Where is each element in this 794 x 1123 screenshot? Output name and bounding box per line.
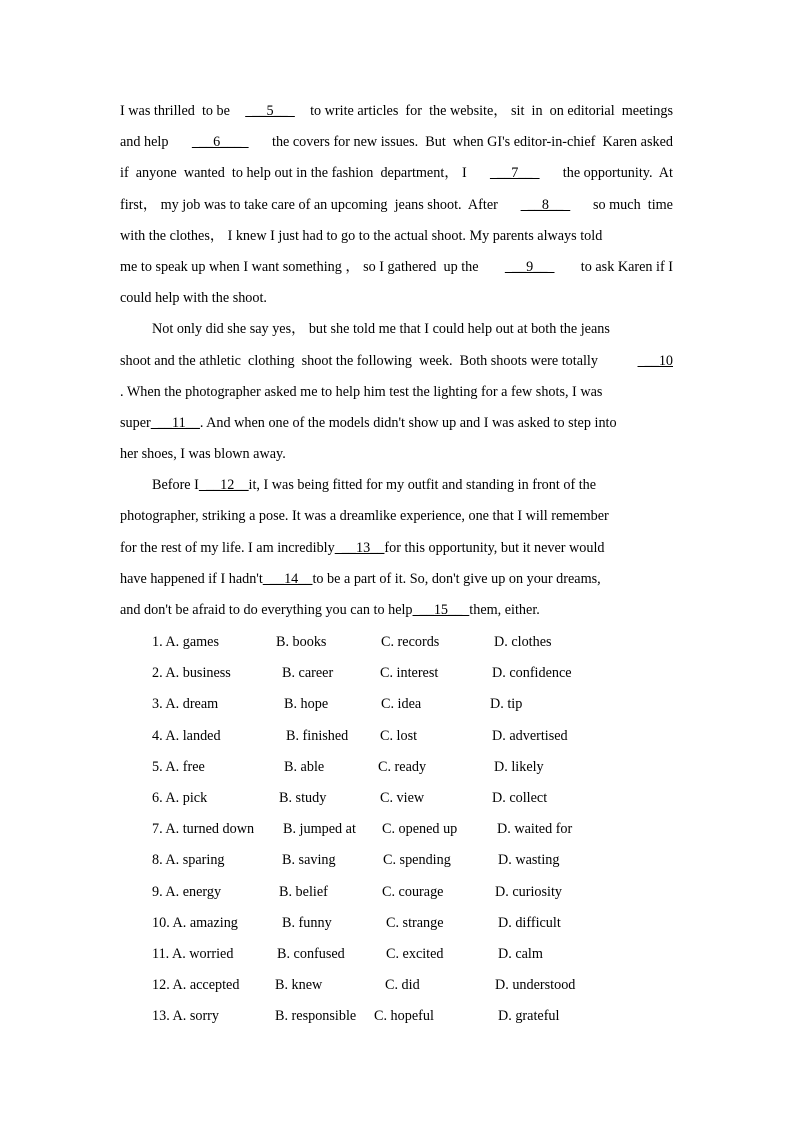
blank-5: __5__ [245,103,295,119]
option-b: B. knew [275,977,323,994]
text-segment: Before I [152,477,199,494]
option-c: C. strange [386,914,444,931]
passage-line [120,190,673,221]
passage-line [120,408,673,439]
blank-9: __9__ [504,258,555,275]
option-c: C. hopeful [374,1008,434,1025]
option-a: 2. A. business [152,665,231,682]
option-d: D. curiosity [495,883,562,900]
text-segment: the covers for new issues. But when GI's editor-in-chief Karen asked [272,134,673,151]
text-segment: and help [120,134,169,151]
blank-7: __7__ [489,165,540,182]
passage-line [120,283,673,314]
option-a: 6. A. pick [152,789,208,806]
option-row [152,1001,672,1032]
option-c: C. view [380,789,425,806]
blank-13: __13__ [334,539,385,556]
option-c: C. interest [380,665,439,682]
option-b: B. saving [282,852,336,869]
option-a: 10. A. amazing [152,914,238,931]
text-segment: to be a part of it. So, don't give up on your dreams, [312,570,601,587]
option-a: 1. A. games [152,634,219,650]
blank-14: __14__ [262,570,313,587]
option-d: D. tip [490,696,523,713]
text-segment: for the rest of my life. I am incredibly [120,539,335,556]
option-c: C. idea [381,696,422,713]
option-c: C. lost [380,727,418,744]
passage-line [120,533,673,564]
passage-line [120,377,673,408]
option-row [152,814,672,845]
option-a: 8. A. sparing [152,852,225,869]
option-row [152,908,672,939]
text-segment: it, I was being fitted for my outfit and standing in front of the [248,477,597,494]
text-segment: . When the photographer asked me to help him test the lighting for a few shots, I was [120,383,603,400]
option-a: 4. A. landed [152,727,221,744]
option-b: B. hope [284,696,329,713]
passage-line [120,501,673,532]
blank-15: __15__ [412,602,470,618]
option-row [152,877,672,908]
text-segment: them, either. [469,602,540,618]
passage-line [120,564,673,595]
text-segment: photographer, striking a pose. It was a dreamlike experience, one that I will remember [120,508,609,525]
option-b: B. funny [282,914,332,931]
option-a: 12. A. accepted [152,977,240,994]
text-segment: for this opportunity, but it never would [384,539,605,556]
option-d: D. confidence [492,665,572,682]
text-segment: so much time [592,196,673,213]
text-segment: the opportunity. At [562,165,673,182]
option-d: D. understood [495,977,576,994]
blank-12: __12__ [198,477,249,494]
option-a: 5. A. free [152,758,205,775]
text-segment: if anyone wanted to help out in the fashion department， I [120,165,467,182]
option-c: C. courage [382,883,444,900]
option-row [152,689,672,720]
text-segment: her shoes, I was blown away. [120,446,286,463]
option-b: B. responsible [275,1008,357,1025]
option-d: D. clothes [494,634,552,650]
option-d: D. waited for [497,821,573,838]
passage-line [120,439,673,470]
passage-line [120,96,673,127]
option-c: C. opened up [382,821,458,838]
blank-11: __11__ [150,414,200,431]
text-segment: first， my job was to take care of an upcoming jeans shoot. After [120,196,498,213]
option-b: B. belief [279,883,328,900]
passage-line [120,470,673,501]
option-row [152,939,672,970]
blank-6: __6___ [191,134,249,151]
option-c: C. spending [383,852,451,869]
option-d: D. likely [494,758,544,775]
option-c: C. ready [378,758,427,775]
options-list [152,627,672,1032]
option-b: B. confused [277,945,345,962]
option-row [152,658,672,689]
option-b: B. able [284,758,325,775]
text-segment: . And when one of the models didn't show up and I was asked to step into [199,414,617,431]
passage-line [120,158,673,189]
passage [120,96,673,626]
option-c: C. excited [386,945,444,962]
option-row [152,721,672,752]
passage-line [120,346,673,377]
option-d: D. advertised [492,727,568,744]
option-row [152,627,672,658]
option-d: D. wasting [498,852,560,869]
blank-8: __8__ [520,196,571,213]
passage-line [120,221,673,252]
option-b: B. books [276,634,327,650]
text-segment: super [120,414,151,431]
option-b: B. study [279,789,327,806]
option-row [152,970,672,1001]
option-b: B. career [282,665,334,682]
option-row [152,783,672,814]
text-segment: with the clothes， I knew I just had to go to the actual shoot. My parents always told [120,227,603,244]
text-segment: could help with the shoot. [120,290,267,307]
text-segment: to ask Karen if I [580,258,673,275]
option-b: B. jumped at [283,821,356,838]
option-c: C. did [385,977,420,994]
passage-line [120,127,673,158]
option-d: D. difficult [498,914,561,931]
text-segment: Not only did she say yes， but she told me that I could help out at both the jeans [152,321,610,338]
option-d: D. calm [498,945,543,962]
option-d: D. collect [492,789,548,806]
option-c: C. records [381,634,440,650]
option-row [152,752,672,783]
option-d: D. grateful [498,1008,560,1025]
option-row [152,845,672,876]
option-a: 7. A. turned down [152,821,255,838]
passage-line [120,252,673,283]
text-segment: I was thrilled to be [120,103,230,119]
passage-line [120,595,673,626]
text-segment: have happened if I hadn't [120,570,263,587]
text-segment: and don't be afraid to do everything you can to help [120,602,413,618]
text-segment: to write articles for the website， sit in on editorial meetings [310,103,673,119]
passage-line [120,314,673,345]
blank-10: __10 [637,352,673,369]
option-b: B. finished [286,727,349,744]
option-a: 13. A. sorry [152,1008,219,1025]
option-a: 3. A. dream [152,696,219,713]
text-segment: shoot and the athletic clothing shoot the following week. Both shoots were totally [120,352,598,369]
text-segment: me to speak up when I want something ， so I gathered up the [120,258,479,275]
option-a: 11. A. worried [152,945,234,962]
option-a: 9. A. energy [152,883,222,900]
